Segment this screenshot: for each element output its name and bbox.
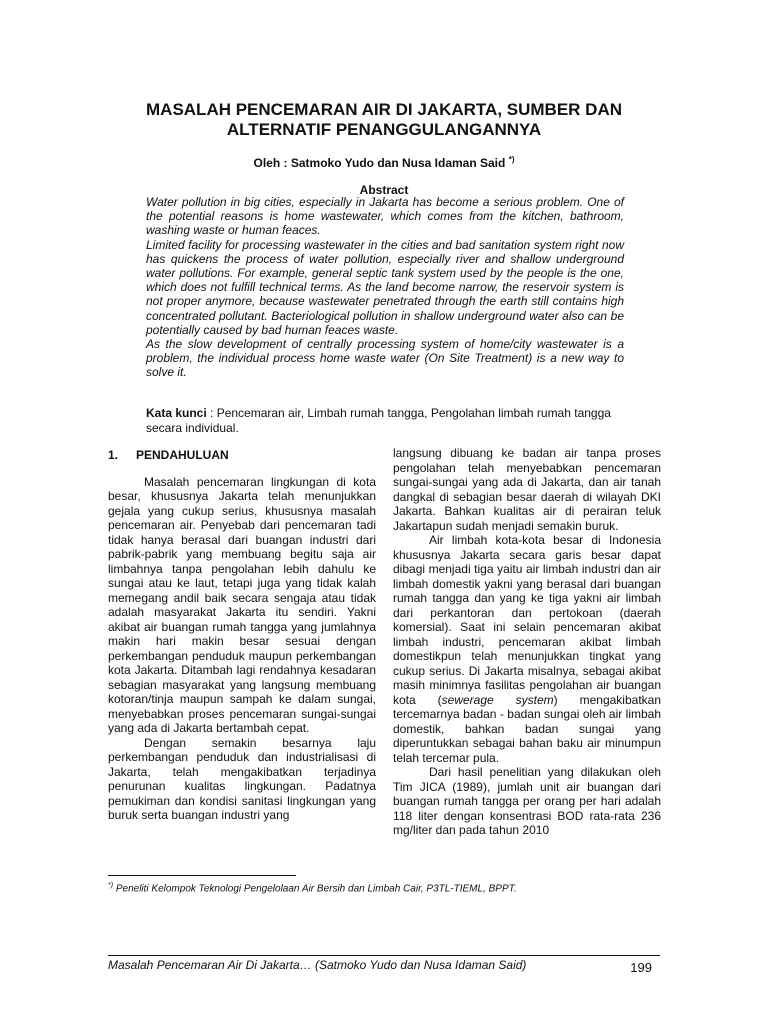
keywords-label: Kata kunci bbox=[146, 406, 207, 420]
abstract-body bbox=[146, 195, 624, 380]
body-paragraph: Dengan semakin besarnya laju perkembangan penduduk dan industrialisasi di Jakarta, telah mengakibatkan terjadinya penurunan kualitas lingkungan. Padatnya pemukiman dan kondisi sanitasi lingkungan yang buruk serta buangan industri yang bbox=[108, 735, 376, 822]
section-heading bbox=[108, 448, 376, 463]
author-footnote-marker: *) bbox=[508, 155, 515, 164]
footnote-marker: *) bbox=[108, 882, 114, 889]
footnote-divider bbox=[108, 875, 296, 876]
right-column bbox=[393, 446, 661, 838]
title-line-1: MASALAH PENCEMARAN AIR DI JAKARTA, SUMBER DAN bbox=[146, 100, 622, 119]
footnote bbox=[108, 879, 668, 895]
section-number: 1. bbox=[108, 448, 119, 462]
footer-divider bbox=[108, 955, 660, 956]
title-line-2: ALTERNATIF PENANGGULANGANNYA bbox=[226, 120, 542, 139]
body-paragraph: Dari hasil penelitian yang dilakukan oleh Tim JICA (1989), jumlah unit air buangan dari buangan rumah tangga per orang per hari adalah 118 liter dengan konsentrasi BOD rata-rata 236 mg/liter dan pada tahun 2010 bbox=[393, 765, 661, 837]
body-paragraph: Masalah pencemaran lingkungan di kota besar, khususnya Jakarta telah menunjukkan gejala yang cukup serius, khususnya masalah pencemaran air. Penyebab dari pencemaran tadi tidak hanya berasal dari buangan industri dari pabrik-pabrik yang membuang begitu saja air limbahnya tanpa pengolahan lebih dahulu ke sungai atau ke laut, tetapi juga yang tidak kalah memegang andil baik secara sengaja atau tidak adalah masyarakat Jakarta itu sendiri. Yakni akibat air buangan rumah tangga yang jumlahnya makin hari makin besar sesuai dengan perkembangan penduduk maupun perkembangan kota Jakarta. Ditambah lagi rendahnya kesadaran sebagian masyarakat yang langsung membuang kotoran/tinja maupun sampah ke dalam sungai, menyebabkan proses pencemaran sungai-sungai yang ada di Jakarta bertambah cepat. bbox=[108, 474, 376, 735]
abstract-paragraph: As the slow development of centrally processing system of home/city wastewater is a problem, the individual process home waste water (On Site Treatment) is a new way to solve it. bbox=[146, 337, 624, 380]
left-column bbox=[108, 446, 376, 823]
author-names: Oleh : Satmoko Yudo dan Nusa Idaman Said bbox=[253, 156, 506, 170]
running-footer: Masalah Pencemaran Air Di Jakarta… (Satmoko Yudo dan Nusa Idaman Said) bbox=[108, 958, 527, 972]
body-text: Air limbah kota-kota besar di Indonesia khususnya Jakarta secara garis besar dapat dibagi menjadi tiga yaitu air limbah industri dan air limbah domestik yakni yang berasal dari buangan rumah tangga dan yang ke tiga yakni air limbah dari perkantoran dan pertokoan (daerah komersial). Saat ini selain pencemaran akibat limbah industri, pencemaran akibat limbah domestikpun telah menunjukkan tingkat yang cukup serius. Di Jakarta misalnya, sebagai akibat masih minimnya fasilitas pengolahan air buangan kota ( bbox=[393, 533, 661, 707]
keywords bbox=[146, 406, 624, 436]
abstract-heading: Abstract bbox=[359, 183, 409, 197]
body-text: ) mengakibatkan tercemarnya badan - badan sungai oleh air limbah domestik, bahkan badan sungai yang diperuntukkan sebagai bahan baku air minumpun telah tercemar pula. bbox=[393, 692, 662, 765]
body-paragraph: langsung dibuang ke badan air tanpa proses pengolahan telah menyebabkan pencemaran sungai-sungai yang ada di Jakarta, dan air tanah dangkal di sebagian besar daerah di wilayah DKI Jakarta. Bahkan kualitas air di perairan teluk Jakartapun sudah menjadi semakin buruk. bbox=[393, 446, 661, 533]
paper-title bbox=[100, 100, 668, 140]
abstract-paragraph: Limited facility for processing wastewater in the cities and bad sanitation system right now has quickens the process of water pollution, especially river and shallow underground water pollutions. For example, general septic tank system used by the people is the one, which does not fulfill technical terms. As the land become narrow, the reservoir system is not proper anymore, because wastewater penetrated through the earth still contains high concentrated pollutant. Bacteriological pollution in shallow underground water also can be potentially caused by bad human feaces waste. bbox=[146, 237, 624, 337]
body-term: sewerage system bbox=[441, 692, 554, 707]
keywords-text: : Pencemaran air, Limbah rumah tangga, Pengolahan limbah rumah tangga secara individual. bbox=[146, 406, 611, 435]
page-number: 199 bbox=[630, 960, 652, 975]
footnote-text: Peneliti Kelompok Teknologi Pengelolaan Air Bersih dan Limbah Cair, P3TL-TIEML, BPPT. bbox=[113, 883, 517, 895]
section-title: PENDAHULUAN bbox=[136, 448, 229, 462]
abstract-paragraph: Water pollution in big cities, especially in Jakarta has become a serious problem. One of the potential reasons is home wastewater, which comes from the kitchen, bathroom, washing waste or human feaces. bbox=[146, 195, 624, 238]
author-line bbox=[100, 152, 668, 171]
body-paragraph bbox=[393, 533, 661, 765]
